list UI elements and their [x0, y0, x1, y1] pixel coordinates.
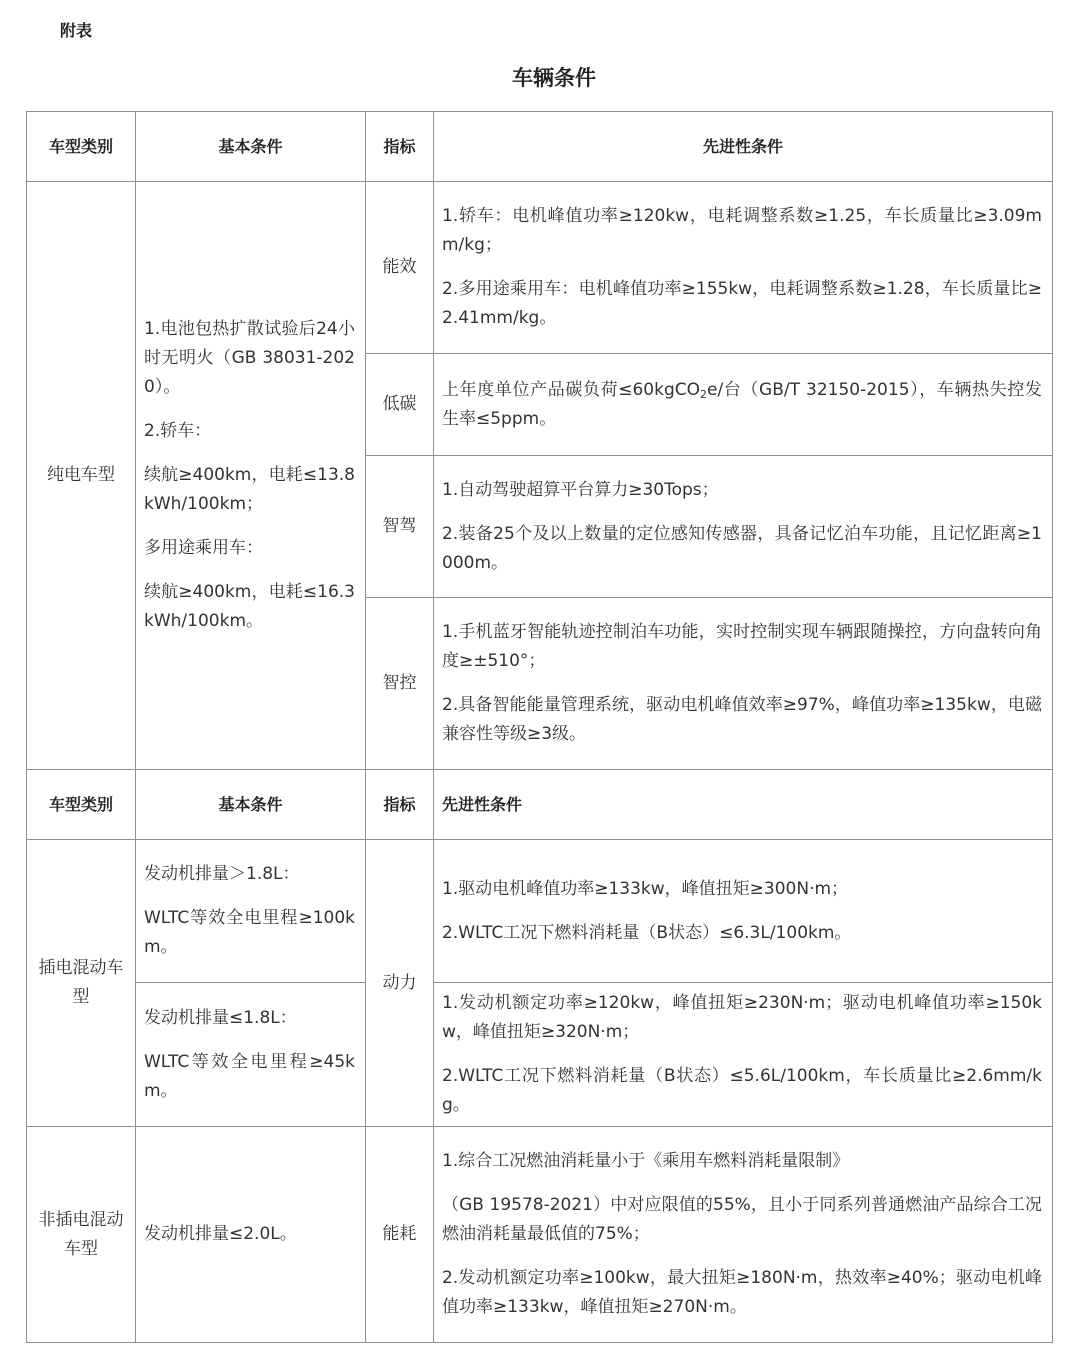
appendix-label: 附表 [60, 21, 93, 40]
phev-basic-tier-2 [136, 983, 366, 1127]
phev-conditions-tier-1 [434, 840, 1053, 983]
condition-item [442, 376, 1042, 434]
hev-basic-item: 发动机排量≤2.0L。 [144, 1224, 297, 1244]
header-category: 车型类别 [27, 770, 136, 840]
condition-item: 1.发动机额定功率≥120kw，峰值扭矩≥230N·m；驱动电机峰值功率≥150kw，峰值扭矩≥320N·m； [442, 993, 1042, 1042]
condition-item: 2.WLTC工况下燃料消耗量（B状态）≤6.3L/100km。 [442, 922, 852, 943]
indicator-smart-driving: 智驾 [366, 456, 434, 598]
condition-item: 1.综合工况燃油消耗量小于《乘用车燃料消耗量限制》 [442, 1151, 850, 1171]
header-basic-conditions: 基本条件 [136, 770, 366, 840]
indicator-energy-efficiency: 能效 [366, 182, 434, 354]
page-title: 车辆条件 [512, 66, 596, 90]
hev-basic-conditions [136, 1127, 366, 1343]
condition-item: 2.WLTC工况下燃料消耗量（B状态）≤5.6L/100km，车长质量比≥2.6mm/kg。 [442, 1066, 1042, 1115]
condition-item: 2.具备智能能量管理系统，驱动电机峰值效率≥97%，峰值功率≥135kw，电磁兼容性等级≥3级。 [442, 695, 1042, 744]
bev-basic-item: 多用途乘用车： [144, 538, 263, 558]
bev-category: 纯电车型 [27, 182, 136, 770]
phev-basic-item: 发动机排量＞1.8L： [144, 864, 300, 884]
header-advanced-conditions: 先进性条件 [434, 770, 1053, 840]
phev-basic-tier-1 [136, 840, 366, 983]
header-indicator: 指标 [366, 770, 434, 840]
phev-basic-item: 发动机排量≤1.8L： [144, 1007, 297, 1028]
bev-basic-item: 1.电池包热扩散试验后24小时无明火（GB 38031-2020）。 [144, 319, 355, 397]
header-advanced-conditions: 先进性条件 [434, 112, 1053, 182]
header-indicator: 指标 [366, 112, 434, 182]
energy-efficiency-conditions [434, 182, 1053, 354]
condition-item: 1.手机蓝牙智能轨迹控制泊车功能，实时控制实现车辆跟随操控，方向盘转向角度≥±510°； [442, 622, 1042, 671]
phev-category: 插电混动车型 [27, 840, 136, 1127]
co2-subscript: 2 [700, 387, 707, 401]
condition-text: 上年度单位产品碳负荷≤60kgCO [442, 379, 700, 400]
smart-control-conditions [434, 598, 1053, 770]
condition-item: 2.装备25个及以上数量的定位感知传感器，具备记忆泊车功能，且记忆距离≥1000m。 [442, 523, 1042, 573]
condition-item: 1.自动驾驶超算平台算力≥30Tops； [442, 479, 719, 500]
indicator-power: 动力 [366, 840, 434, 1127]
header-basic-conditions: 基本条件 [136, 112, 366, 182]
bev-basic-conditions [136, 182, 366, 770]
low-carbon-conditions [434, 354, 1053, 456]
phev-basic-item: WLTC等效全电里程≥45km。 [144, 1051, 355, 1101]
bev-basic-item: 续航≥400km，电耗≤13.8kWh/100km； [144, 465, 355, 514]
phev-basic-item: WLTC等效全电里程≥100km。 [144, 908, 355, 957]
hev-conditions [434, 1127, 1053, 1343]
bev-basic-item: 续航≥400km，电耗≤16.3kWh/100km。 [144, 582, 355, 631]
indicator-energy-consumption: 能耗 [366, 1127, 434, 1343]
condition-item: 1.轿车：电机峰值功率≥120kw，电耗调整系数≥1.25，车长质量比≥3.09mm/kg； [442, 206, 1042, 255]
condition-item: 2.发动机额定功率≥100kw，最大扭矩≥180N·m，热效率≥40%；驱动电机峰值功率≥133kw，峰值扭矩≥270N·m。 [442, 1268, 1042, 1317]
indicator-low-carbon: 低碳 [366, 354, 434, 456]
smart-driving-conditions [434, 456, 1053, 598]
hev-category: 非插电混动车型 [27, 1127, 136, 1343]
vehicle-conditions-table [26, 111, 1053, 1343]
condition-item: 1.驱动电机峰值功率≥133kw，峰值扭矩≥300N·m； [442, 878, 849, 899]
header-category: 车型类别 [27, 112, 136, 182]
condition-item: （GB 19578-2021）中对应限值的55%，且小于同系列普通燃油产品综合工况燃油消耗量最低值的75%； [442, 1195, 1042, 1244]
condition-item: 2.多用途乘用车：电机峰值功率≥155kw，电耗调整系数≥1.28，车长质量比≥2.41mm/kg。 [442, 279, 1042, 328]
condition-text: e/台（GB/T 32150-2015），车辆热失控发生率≤5ppm。 [442, 379, 1042, 429]
bev-basic-item: 2.轿车： [144, 421, 212, 441]
phev-conditions-tier-2 [434, 983, 1053, 1127]
indicator-smart-control: 智控 [366, 598, 434, 770]
